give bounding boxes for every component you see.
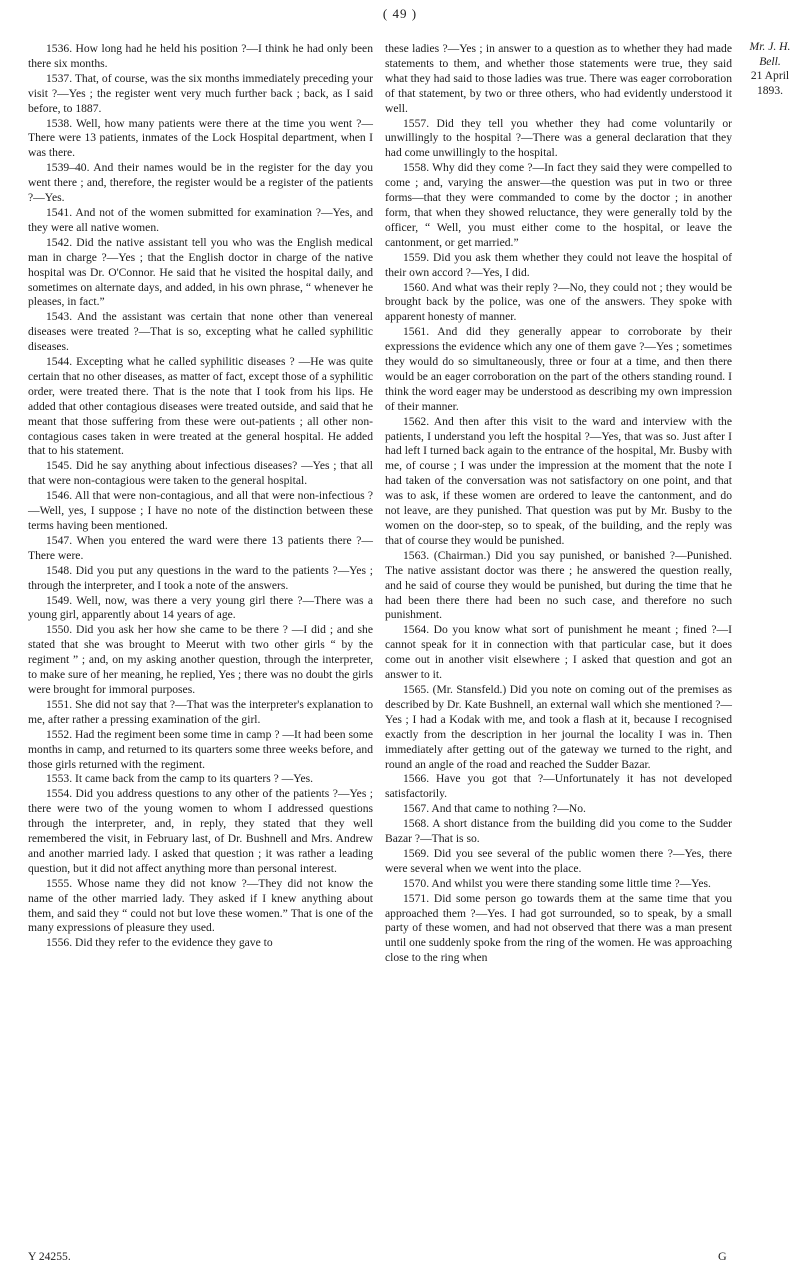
question-answer-paragraph: 1544. Excepting what he called syphilitic diseases ? —He was quite certain that no other diseases, as matter of fact, except those of a syphilitic order, were treated there. That is the note that I took from his lips. He added that other contagious diseases were treated outside, and said that he meant that those suffering from these were out-patients ; all other non-contagious cases taken in were treated at the general hospital. He added that to his statement. xyxy=(28,355,373,458)
question-answer-paragraph: 1539–40. And their names would be in the register for the day you went there ; and, therefore, the register would be a register of the patients ?—Yes. xyxy=(28,161,373,205)
margin-speaker-surname: Bell. xyxy=(759,54,781,68)
right-text-column xyxy=(385,42,732,966)
question-answer-paragraph: 1536. How long had he held his position ?—I think he had only been there six months. xyxy=(28,42,373,70)
margin-note xyxy=(742,40,798,98)
question-answer-paragraph: 1553. It came back from the camp to its quarters ? —Yes. xyxy=(46,772,314,786)
page-number: ( 49 ) xyxy=(382,6,418,21)
question-answer-paragraph: 1541. And not of the women submitted for examination ?—Yes, and they were all native women. xyxy=(28,205,373,234)
footer-sheet-mark: G xyxy=(718,1249,727,1263)
question-answer-paragraph: 1567. And that came to nothing ?—No. xyxy=(403,802,586,816)
question-answer-paragraph: 1561. And did they generally appear to corroborate by their expressions the evidence which any one of them gave ?—Yes ; sometimes they would do so simultaneously, three or four at a time, and then there would be an eager corroboration on the part of the others standing round. I think the word eager may be understood as describing my own impression of their manner. xyxy=(385,325,732,413)
question-answer-paragraph: 1562. And then after this visit to the ward and interview with the patients, I understand you left the hospital ?—Yes, that was so. Just after I had left I turned back again to the entrance of the hospital, Mr. Busby with me, of course ; I was under the impression at the moment that the note I had taken of the conversation was not satisfactory on one point, and that was to ask, if these women are ordered to leave the cantonment, and do not leave, are they punished. That question was put by Mr. Busby to the women on the door-step, so to speak, of the building, and the reply was that of course they would be punished. xyxy=(385,414,732,547)
question-answer-paragraph: 1563. (Chairman.) Did you say punished, or banished ?—Punished. The native assistant doctor was there ; he answered the question really, and he said of course they would be punished, but during the time that he had been there there had been no such case, and therefore no such punishment. xyxy=(385,548,732,622)
question-answer-paragraph: 1549. Well, now, was there a very young girl there ?—There was a young girl, apparently about 14 years of age. xyxy=(28,593,373,622)
question-answer-paragraph: 1548. Did you put any questions in the ward to the patients ?—Yes ; through the interpreter, and I took a note of the answers. xyxy=(28,563,373,592)
question-answer-paragraph: 1547. When you entered the ward were there 13 patients there ?—There were. xyxy=(28,533,373,562)
footer-signature: Y 24255. xyxy=(28,1250,71,1263)
question-answer-paragraph: 1552. Had the regiment been some time in camp ? —It had been some months in camp, and returned to its quarters some three weeks before, and those girls returned with the regiment. xyxy=(28,727,373,771)
question-answer-paragraph: 1558. Why did they come ?—In fact they said they were compelled to come ; and, varying the answer—the question was put in two or three forms—that they were commanded to come by the doctor ; in another form, that when they showed reluctance, they were generally told by the officer, “ Well, you must either come to the hospital, or leave the cantonment, or get married.” xyxy=(385,161,732,249)
question-answer-paragraph: 1546. All that were non-contagious, and all that were non-infectious ?—Well, yes, I suppose ; I have no note of the distinction between these terms having been mentioned. xyxy=(28,489,373,532)
question-answer-paragraph: 1556. Did they refer to the evidence they gave to xyxy=(46,936,273,950)
question-answer-paragraph: 1557. Did they tell you whether they had come voluntarily or unwillingly to the hospital ?—There was a general declaration that they had come unwillingly to the hospital. xyxy=(385,116,732,160)
question-answer-paragraph: 1569. Did you see several of the public women there ?—Yes, there were several when we went into the place. xyxy=(385,846,732,875)
question-answer-paragraph: 1550. Did you ask her how she came to be there ? —I did ; and she stated that she was brought to Meerut with two other girls “ by the regiment ” ; and, on my asking another question, through the interpreter, to make sure of her meaning, he replied, Yes ; there was no doubt the girls were brought for immoral purposes. xyxy=(28,623,373,696)
question-answer-paragraph: 1555. Whose name they did not know ?—They did not know the name of the other married lady. They asked if I knew anything about them, and said they “ could not but love these women.” That is one of the many expressions of pleasure they used. xyxy=(28,876,373,935)
question-answer-paragraph: 1565. (Mr. Stansfeld.) Did you note on coming out of the premises as described by Dr. Kate Bushnell, an external wall which she mentioned ?—Yes ; I had a Kodak with me, and took a flash at it, because I recognised exactly from the description in her journal the locality I was in. Then immediately after getting out of the gateway we turned to the right, and round an angle of the road and reached the Sudder Bazar. xyxy=(385,682,732,771)
question-answer-paragraph: 1554. Did you address questions to any other of the patients ?—Yes ; there were two of the young women to whom I addressed questions through the interpreter, and, in reply, they stated that they well remembered the visit, in February last, of Dr. Bushnell and Mrs. Andrew and another married lady. I asked that question ; it was rather a leading question, but it did not affect anything more than personal interest. xyxy=(28,787,373,875)
question-answer-paragraph: 1566. Have you got that ?—Unfortunately it has not developed satisfactorily. xyxy=(385,772,732,801)
question-answer-paragraph: 1551. She did not say that ?—That was the interpreter's explanation to me, after rather a pressing examination of the girl. xyxy=(28,697,373,726)
question-answer-paragraph: 1560. And what was their reply ?—No, they could not ; they would be brought back by the police, was one of the answers. They spoke with apparent honesty of manner. xyxy=(385,280,732,324)
margin-speaker-name: Mr. J. H. xyxy=(749,40,791,53)
question-answer-paragraph: 1559. Did you ask them whether they could not leave the hospital of their own accord ?—Yes, I did. xyxy=(385,250,732,279)
margin-date: 21 April 1893. xyxy=(750,69,790,97)
question-answer-paragraph: 1538. Well, how many patients were there at the time you went ?—There were 13 patients, inmates of the Lock Hospital department, when I was there. xyxy=(28,116,373,160)
question-answer-paragraph: 1545. Did he say anything about infectious diseases? —Yes ; that all that were non-contagious were taken to the general hospital. xyxy=(28,459,373,488)
question-answer-paragraph: 1568. A short distance from the building did you come to the Sudder Bazar ?—That is so. xyxy=(385,817,732,846)
paragraph-continuation: these ladies ?—Yes ; in answer to a question as to whether they had made statements to them, and whether those statements were true, they said what they had said to those ladies was true. There was eager corroboration of that statement, by two or three others, who had evidently understood it well. xyxy=(385,42,732,115)
question-answer-paragraph: 1537. That, of course, was the six months immediately preceding your visit ?—Yes ; the register went very much further back ; back, as I said before, to 1887. xyxy=(28,71,373,115)
question-answer-paragraph: 1564. Do you know what sort of punishment he meant ; fined ?—I cannot speak for it in connection with that particular case, but it does come out in another visit elsewhere ; I asked that question and got an answer to it. xyxy=(385,623,732,682)
question-answer-paragraph: 1570. And whilst you were there standing some little time ?—Yes. xyxy=(403,876,711,890)
left-text-column xyxy=(28,42,373,951)
question-answer-paragraph: 1571. Did some person go towards them at the same time that you approached them ?—Yes. I had got surrounded, so to speak, by a small party of these women, and had not observed that there was a man present until one suddenly spoke from the ring of the women. He was approaching close to the ring when xyxy=(385,891,732,965)
question-answer-paragraph: 1543. And the assistant was certain that none other than venereal diseases were treated ?—That is so, excepting what he called syphilitic diseases. xyxy=(28,310,373,354)
question-answer-paragraph: 1542. Did the native assistant tell you who was the English medical man in charge ?—Yes ; that the English doctor in charge of the native hospital was Dr. O'Connor. He said that he visited the hospital daily, and sometimes on alternate days, and added, in his own phrase, “ whenever he pleases, in fact.” xyxy=(28,235,373,309)
